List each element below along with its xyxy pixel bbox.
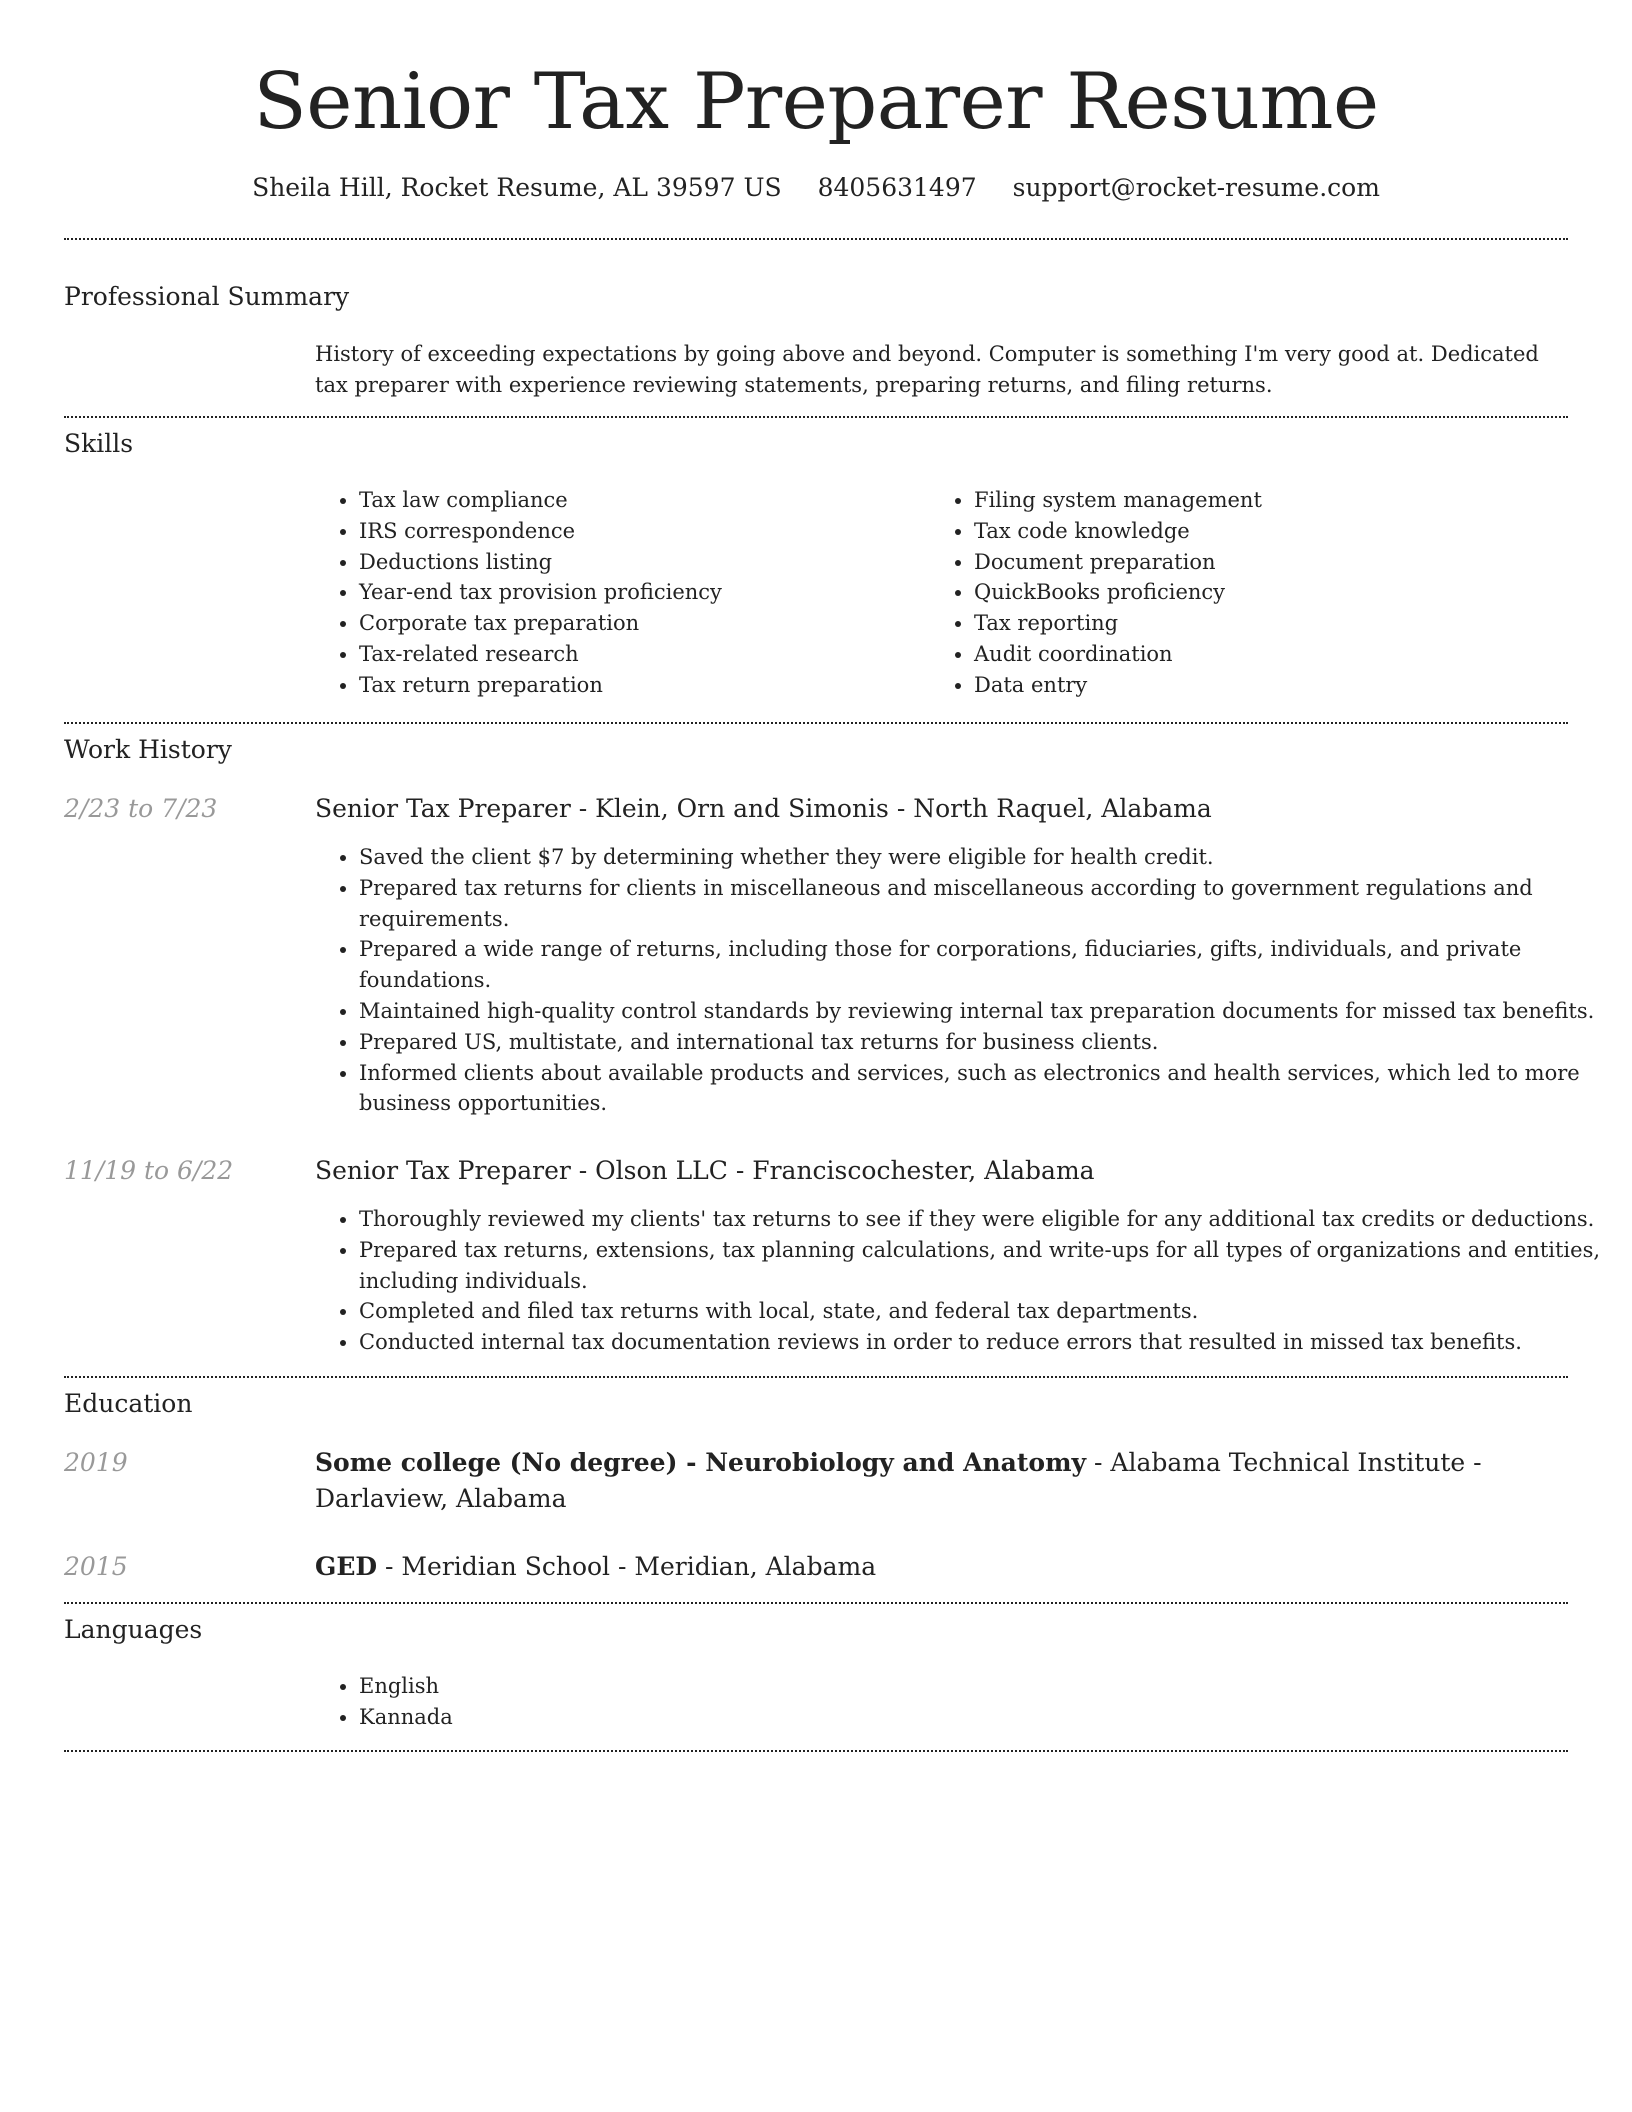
job-bullet: • Completed and filed tax returns with local, state, and federal tax departments. xyxy=(359,1296,1632,1327)
divider xyxy=(64,416,1568,418)
job-bullet: • Prepared a wide range of returns, including those for corporations, fiduciaries, gifts, individuals, and private foundations. xyxy=(359,934,1632,996)
job-bullet: • Prepared tax returns, extensions, tax planning calculations, and write-ups for all types of organizations and entities, including individuals. xyxy=(359,1235,1632,1297)
contact-phone: 8405631497 xyxy=(817,173,977,202)
summary-heading: Professional Summary xyxy=(64,282,350,311)
job-title: Senior Tax Preparer - Olson LLC - Franciscochester, Alabama xyxy=(315,1156,1095,1185)
contact-line xyxy=(64,170,1568,206)
education-degree: GED xyxy=(315,1552,378,1581)
divider xyxy=(64,722,1568,724)
work-heading: Work History xyxy=(64,735,232,764)
skills-heading: Skills xyxy=(64,429,134,458)
job-title: Senior Tax Preparer - Klein, Orn and Simonis - North Raquel, Alabama xyxy=(315,794,1212,823)
job-bullet: • Saved the client $7 by determining whether they were eligible for health credit. xyxy=(359,842,1632,873)
job-bullet: • Prepared US, multistate, and international tax returns for business clients. xyxy=(359,1027,1632,1058)
divider xyxy=(64,1750,1568,1752)
contact-address: Sheila Hill, Rocket Resume, AL 39597 US xyxy=(252,173,782,202)
divider xyxy=(64,238,1568,240)
skills-list-left xyxy=(315,485,919,701)
job-bullet: • Maintained high-quality control standards by reviewing internal tax preparation documents for missed tax benefits. xyxy=(359,996,1632,1027)
education-school: - Alabama Technical Institute - Darlaview, Alabama xyxy=(315,1448,1482,1513)
skill-item: • Data entry xyxy=(974,670,1574,701)
skill-item: • Tax reporting xyxy=(974,608,1574,639)
skill-item: • QuickBooks proficiency xyxy=(974,577,1574,608)
summary-text: History of exceeding expectations by going above and beyond. Computer is something I'm very good at. Dedicated tax preparer with experience reviewing statements, preparing returns, and filing returns. xyxy=(315,342,1539,397)
skill-item: • Audit coordination xyxy=(974,639,1574,670)
education-degree: Some college (No degree) - Neurobiology and Anatomy xyxy=(315,1448,1087,1477)
divider xyxy=(64,1376,1568,1378)
language-item: • Kannada xyxy=(359,1702,959,1733)
languages-heading: Languages xyxy=(64,1615,203,1644)
skill-item: • Deductions listing xyxy=(359,547,919,578)
skill-item: • Tax return preparation xyxy=(359,670,919,701)
job-bullets xyxy=(315,842,1632,1119)
resume-title: Senior Tax Preparer Resume xyxy=(253,57,1379,147)
job-bullet: • Informed clients about available products and services, such as electronics and health services, which led to more business opportunities. xyxy=(359,1058,1632,1120)
education-entry xyxy=(315,1549,1565,1585)
skill-item: • Filing system management xyxy=(974,485,1574,516)
education-year: 2019 xyxy=(64,1448,128,1477)
contact-email: support@rocket-resume.com xyxy=(1012,173,1380,202)
language-item: • English xyxy=(359,1671,959,1702)
job-bullet: • Thoroughly reviewed my clients' tax returns to see if they were eligible for any additional tax credits or deductions. xyxy=(359,1204,1632,1235)
skill-item: • Corporate tax preparation xyxy=(359,608,919,639)
languages-list xyxy=(315,1671,959,1733)
education-entry xyxy=(315,1445,1565,1517)
job-dates: 11/19 to 6/22 xyxy=(64,1156,234,1185)
job-bullet: • Prepared tax returns for clients in miscellaneous and miscellaneous according to government regulations and requirements. xyxy=(359,873,1632,935)
skill-item: • Tax code knowledge xyxy=(974,516,1574,547)
skill-item: • Document preparation xyxy=(974,547,1574,578)
job-dates: 2/23 to 7/23 xyxy=(64,794,218,823)
education-school: - Meridian School - Meridian, Alabama xyxy=(377,1552,877,1581)
job-bullet: • Conducted internal tax documentation reviews in order to reduce errors that resulted in missed tax benefits. xyxy=(359,1327,1632,1358)
skill-item: • IRS correspondence xyxy=(359,516,919,547)
skill-item: • Tax-related research xyxy=(359,639,919,670)
education-heading: Education xyxy=(64,1389,193,1418)
job-bullets xyxy=(315,1204,1632,1358)
skill-item: • Year-end tax provision proficiency xyxy=(359,577,919,608)
skills-list-right xyxy=(930,485,1574,701)
divider xyxy=(64,1602,1568,1604)
skill-item: • Tax law compliance xyxy=(359,485,919,516)
education-year: 2015 xyxy=(64,1552,128,1581)
